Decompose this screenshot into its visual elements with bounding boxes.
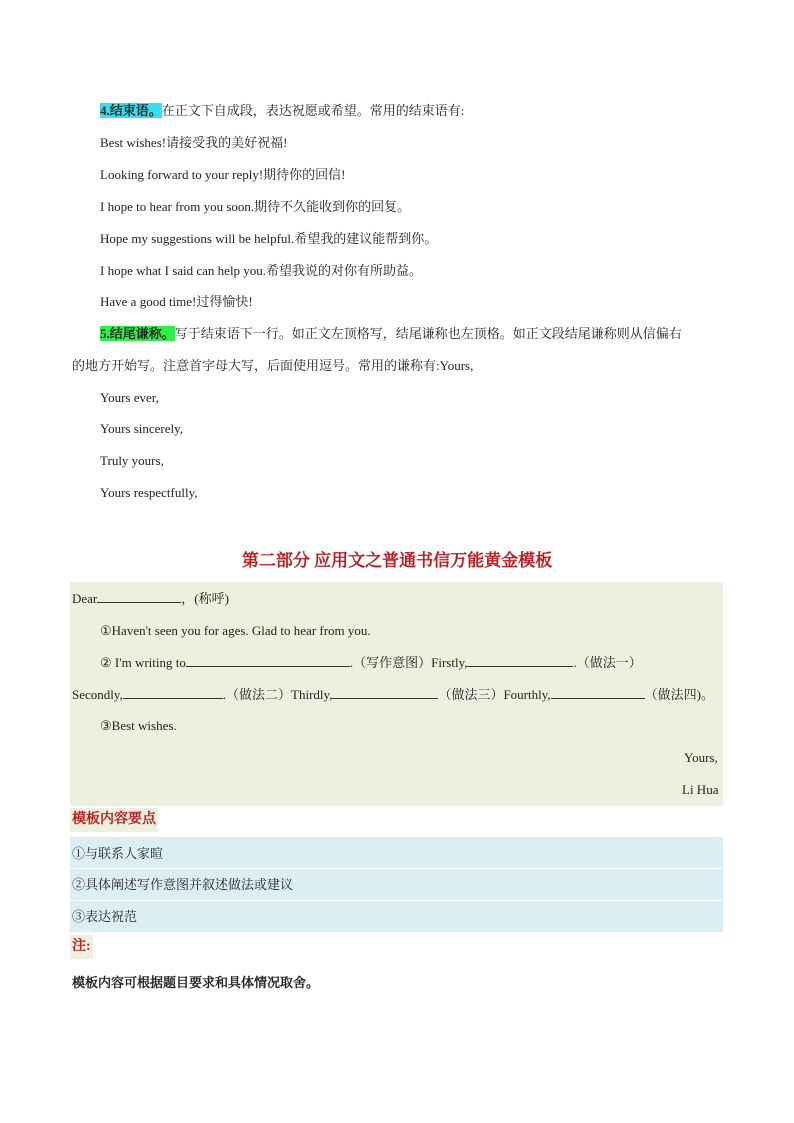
- closing-salutation: Truly yours,: [100, 453, 164, 468]
- blank-line: [186, 654, 350, 667]
- key-points-heading: 模板内容要点: [70, 808, 158, 832]
- blank-line: [97, 590, 181, 603]
- closing-phrase: Looking forward to your reply!期待你的回信!: [100, 167, 346, 182]
- note-text: 模板内容可根据题目要求和具体情况取舍。: [72, 975, 320, 990]
- section5-heading: 5.结尾谦称。: [100, 326, 175, 341]
- section4-intro: 在正文下自成段，表达祝愿或希望。常用的结束语有:: [161, 103, 465, 118]
- template-dear-line: [72, 590, 229, 608]
- template-signature: Li Hua: [682, 782, 719, 797]
- template-dear-note: ，(称呼): [181, 591, 229, 606]
- closing-phrase: I hope to hear from you soon.期待不久能收到你的回复。: [100, 199, 411, 214]
- template-line3-c: （做法三）Fourthly,: [438, 687, 551, 702]
- blank-line: [123, 686, 223, 699]
- closing-phrase: Hope my suggestions will be helpful.希望我的建议能帮到你。: [100, 231, 438, 246]
- section4-heading-line: [100, 102, 464, 120]
- part2-title: 第二部分 应用文之普通书信万能黄金模板: [241, 551, 553, 570]
- template-line3-a: Secondly,: [72, 687, 123, 702]
- blank-line: [551, 686, 645, 699]
- template-line2-b: .（写作意图）Firstly,: [349, 655, 468, 670]
- template-line1: ①Haven't seen you for ages. Glad to hear from you.: [100, 623, 371, 638]
- key-point-item: ③表达祝范: [72, 909, 138, 924]
- closing-phrase: Best wishes!请接受我的美好祝福!: [100, 135, 288, 150]
- section5-heading-line: [100, 325, 682, 343]
- template-yours: Yours,: [684, 750, 718, 765]
- closing-phrase: I hope what I said can help you.希望我说的对你有所助益。: [100, 263, 423, 278]
- key-point-item: ①与联系人家暄: [72, 846, 164, 861]
- section4-heading: 4.结束语。: [100, 103, 162, 118]
- blank-line: [467, 654, 573, 667]
- closing-phrase: Have a good time!过得愉快!: [100, 294, 253, 309]
- template-dear: Dear: [72, 591, 98, 606]
- blank-line: [332, 686, 438, 699]
- template-line2-c: .（做法一）: [573, 655, 642, 670]
- section5-intro-line1: 写于结束语下一行。如正文左顶格写，结尾谦称也左顶格。如正文段结尾谦称则从信偏右: [174, 326, 682, 341]
- closing-salutation: Yours sincerely,: [100, 421, 184, 436]
- template-line2-a: ② I'm writing to: [100, 655, 186, 670]
- template-line3-b: .（做法二）Thirdly,: [222, 687, 333, 702]
- closing-salutation: Yours ever,: [100, 390, 159, 405]
- template-line3: [72, 686, 714, 704]
- divider: [70, 868, 723, 869]
- divider: [70, 900, 723, 901]
- key-point-item: ②具体阐述写作意图并叙述做法或建议: [72, 877, 294, 892]
- note-heading: 注:: [70, 935, 93, 959]
- template-line4: ③Best wishes.: [100, 718, 177, 733]
- section5-intro-line2: 的地方开始写。注意首字母大写，后面使用逗号。常用的谦称有:Yours,: [72, 358, 474, 373]
- template-line3-d: （做法四)。: [644, 687, 714, 702]
- template-line2: [100, 654, 642, 672]
- closing-salutation: Yours respectfully,: [100, 485, 198, 500]
